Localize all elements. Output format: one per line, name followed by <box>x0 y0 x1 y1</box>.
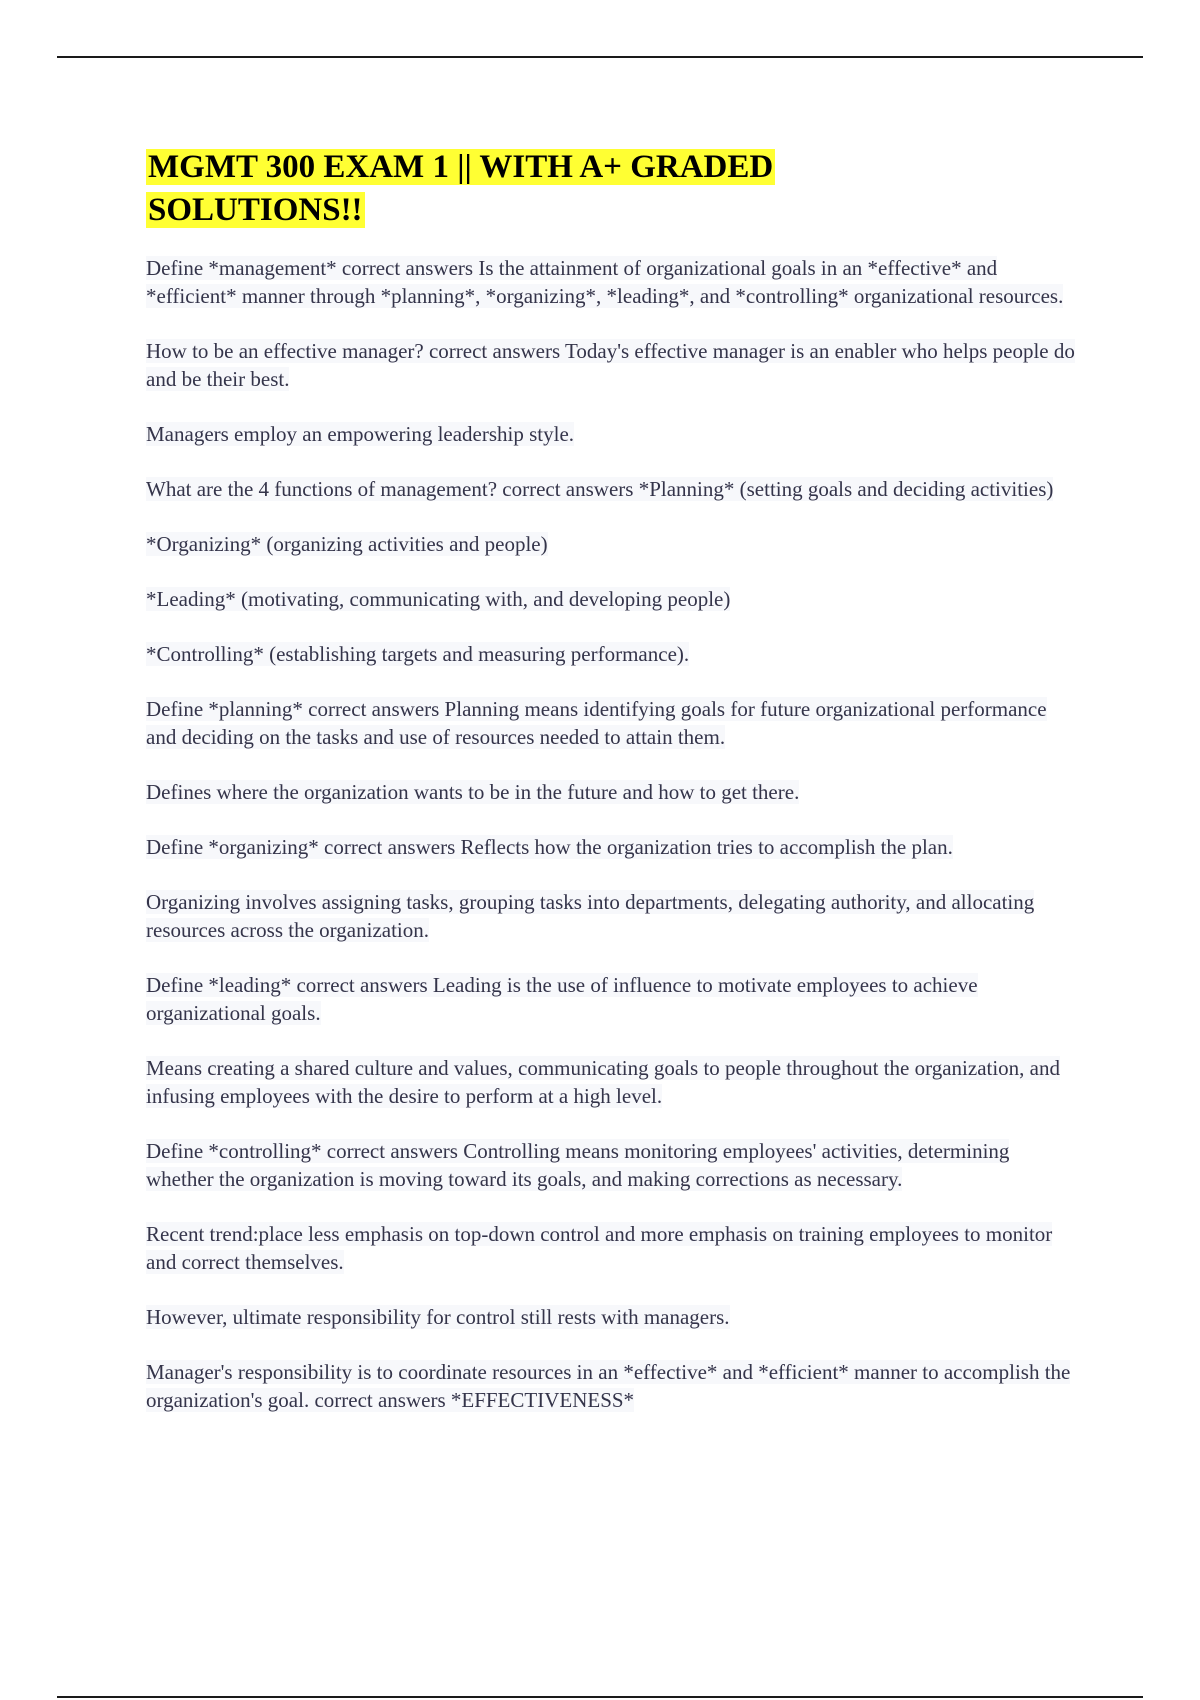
paragraph-controlling-function: *Controlling* (establishing targets and measuring performance). <box>146 642 690 666</box>
paragraph-manager-responsibility: Manager's responsibility is to coordinate resources in an *effective* and *efficient* manner to accomplish the organization's goal. correct answers *EFFECTIVENESS* <box>146 1360 1071 1412</box>
document-title <box>146 146 866 232</box>
document-body <box>146 146 1076 1441</box>
paragraph-empowering-style: Managers employ an empowering leadership style. <box>146 422 575 446</box>
paragraph-ultimate-responsibility: However, ultimate responsibility for control still rests with managers. <box>146 1305 730 1329</box>
paragraph-define-organizing: Define *organizing* correct answers Reflects how the organization tries to accomplish the plan. <box>146 835 953 859</box>
document-title-text: MGMT 300 EXAM 1 || WITH A+ GRADED SOLUTIONS!! <box>148 149 774 228</box>
paragraph-planning-detail: Defines where the organization wants to be in the future and how to get there. <box>146 780 800 804</box>
paragraph-organizing-detail: Organizing involves assigning tasks, grouping tasks into departments, delegating authority, and allocating resources across the organization. <box>146 890 1035 942</box>
paragraph-recent-trend: Recent trend:place less emphasis on top-down control and more emphasis on training employees to monitor and correct themselves. <box>146 1222 1053 1274</box>
paragraph-define-management: Define *management* correct answers Is the attainment of organizational goals in an *effective* and *efficient* manner through *planning*, *organizing*, *leading*, and *controlling* organizational resources. <box>146 256 1064 308</box>
paragraph-define-planning: Define *planning* correct answers Planning means identifying goals for future organizational performance and deciding on the tasks and use of resources needed to attain them. <box>146 697 1047 749</box>
paragraph-effective-manager: How to be an effective manager? correct answers Today's effective manager is an enabler who helps people do and be their best. <box>146 339 1075 391</box>
paragraph-leading-detail: Means creating a shared culture and values, communicating goals to people throughout the organization, and infusing employees with the desire to perform at a high level. <box>146 1056 1061 1108</box>
paragraph-organizing-function: *Organizing* (organizing activities and people) <box>146 532 548 556</box>
paragraph-define-controlling: Define *controlling* correct answers Controlling means monitoring employees' activities, determining whether the organization is moving toward its goals, and making corrections as necessary. <box>146 1139 1010 1191</box>
bottom-rule <box>57 1696 1143 1698</box>
top-rule <box>57 56 1143 58</box>
paragraph-four-functions: What are the 4 functions of management? correct answers *Planning* (setting goals and deciding activities) <box>146 477 1054 501</box>
paragraph-leading-function: *Leading* (motivating, communicating with, and developing people) <box>146 587 731 611</box>
paragraph-define-leading: Define *leading* correct answers Leading is the use of influence to motivate employees to achieve organizational goals. <box>146 973 978 1025</box>
